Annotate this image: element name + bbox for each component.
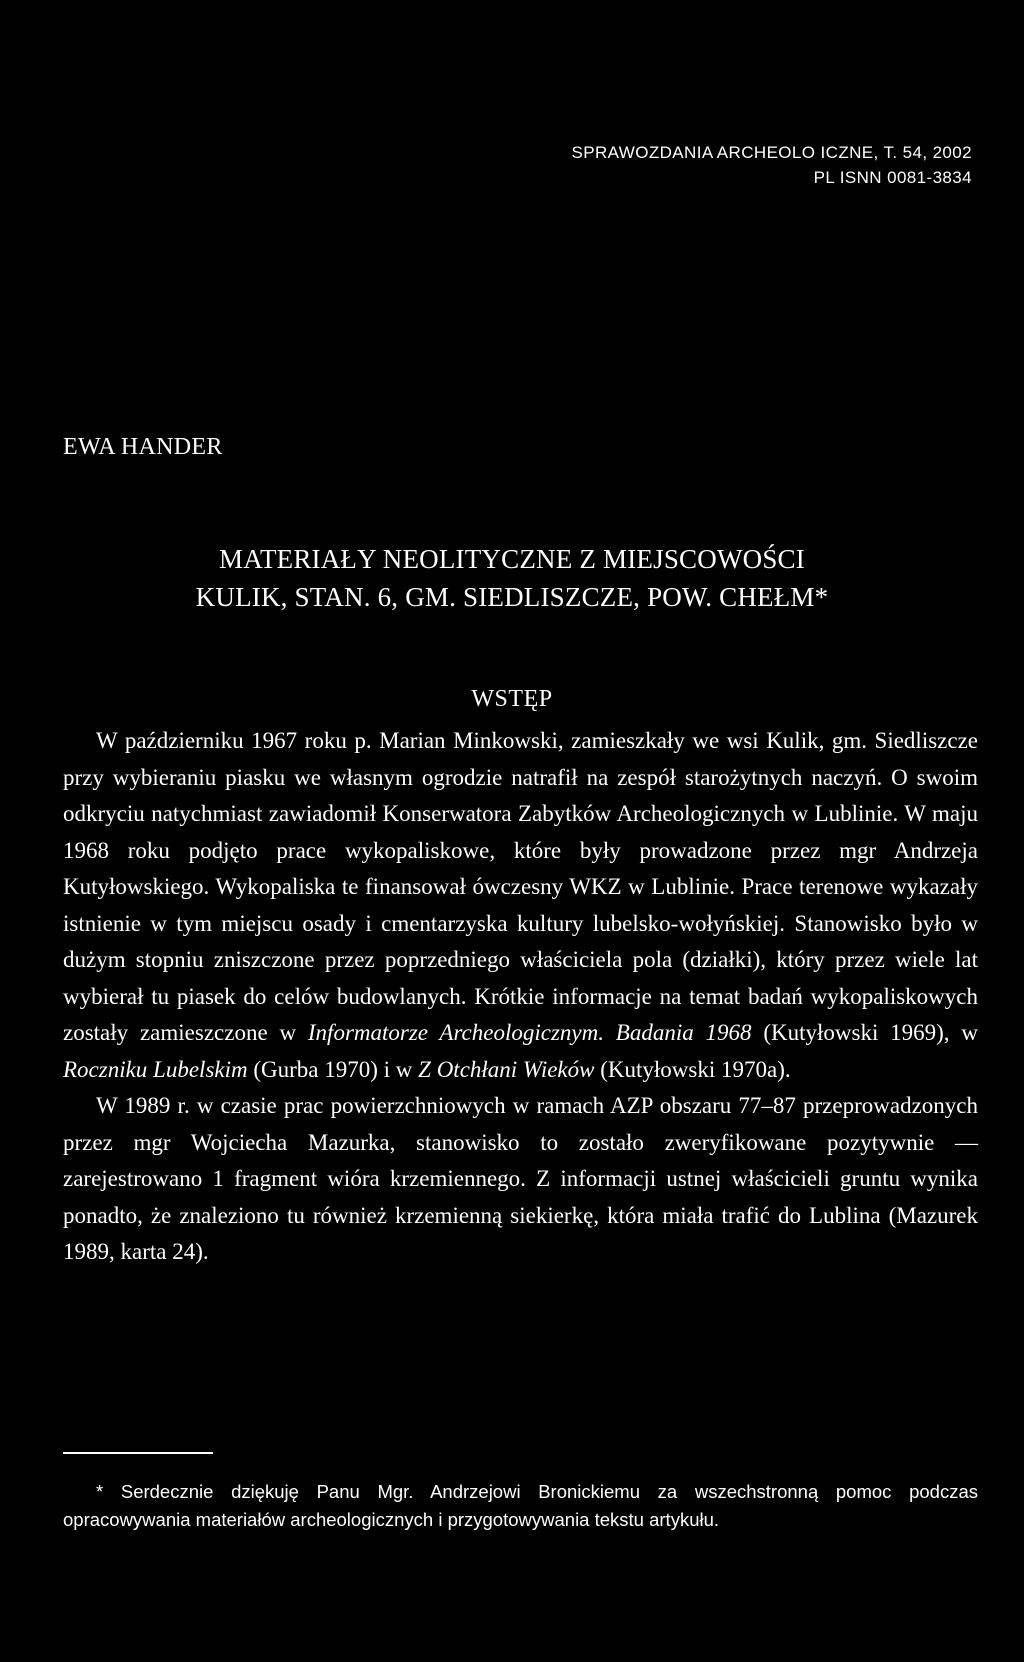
paragraph-1-text-a: W październiku 1967 roku p. Marian Minkowski, zamieszkały we wsi Kulik, gm. Siedliszcze przy wybieraniu piasku we własnym ogrodzie natrafił na zespół starożytnych naczyń. O swoim odkryciu natychmiast zawiadomił Konserwatora Zabytków Archeologicznych w Lublinie. W maju 1968 roku podjęto prace wykopaliskowe, które były prowadzone przez mgr Andrzeja Kutyłowskiego. Wykopaliska te finansował ówczesny WKZ w Lublinie. Prace terenowe wykazały istnienie w tym miejscu osady i cmentarzyska kultury lubelsko-wołyńskiej. Stanowisko było w dużym stopniu zniszczone przez poprzedniego właściciela pola (działki), który przez wiele lat wybierał tu piasek do celów budowlanych. Krótkie informacje na temat badań wykopaliskowych zostały zamieszczone w [63,728,978,1045]
section-heading: WSTĘP [471,686,553,712]
body-text [63,723,978,1271]
author-name: EWA HANDER [63,434,223,460]
citation-otchlani: Z Otchłani Wieków [418,1056,595,1082]
footnote-text: * Serdecznie dziękuję Panu Mgr. Andrzejowi Bronickiemu za wszechstronną pomoc podczas opracowywania materiałów archeologicznych i przygotowywania tekstu artykułu. [63,1481,978,1530]
paragraph-1-text-c: (Gurba 1970) i w [247,1056,419,1082]
paragraph-2: W 1989 r. w czasie prac powierzchniowych w ramach AZP obszaru 77–87 przeprowadzonych przez mgr Wojciecha Mazurka, stanowisko to zostało zweryfikowane pozytywnie — zarejestrowano 1 fragment wióra krzemiennego. Z informacji ustnej właścicieli gruntu wynika ponadto, że znaleziono tu również krzemienną siekierkę, która miała trafić do Lublina (Mazurek 1989, karta 24). [63,1093,978,1264]
footnote-divider [63,1452,213,1454]
citation-informator: Informatorze Archeologicznym. Badania 1968 [307,1020,752,1045]
citation-rocznik: Roczniku Lubelskim [63,1056,248,1082]
issn-line: PL ISNN 0081-3834 [813,168,972,187]
paragraph-1-text-b: (Kutyłowski 1969), w [751,1020,978,1045]
running-header [571,140,972,190]
footnote [63,1478,978,1534]
article-title-line-1: MATERIAŁY NEOLITYCZNE Z MIEJSCOWOŚCI [219,544,805,574]
article-title [0,540,1024,616]
paragraph-1-text-d: (Kutyłowski 1970a). [594,1056,791,1082]
journal-title-line: SPRAWOZDANIA ARCHEOLO ICZNE, T. 54, 2002 [571,143,972,162]
article-title-line-2: KULIK, STAN. 6, GM. SIEDLISZCZE, POW. CHEŁM* [195,582,829,612]
paragraph-1 [63,723,978,1088]
